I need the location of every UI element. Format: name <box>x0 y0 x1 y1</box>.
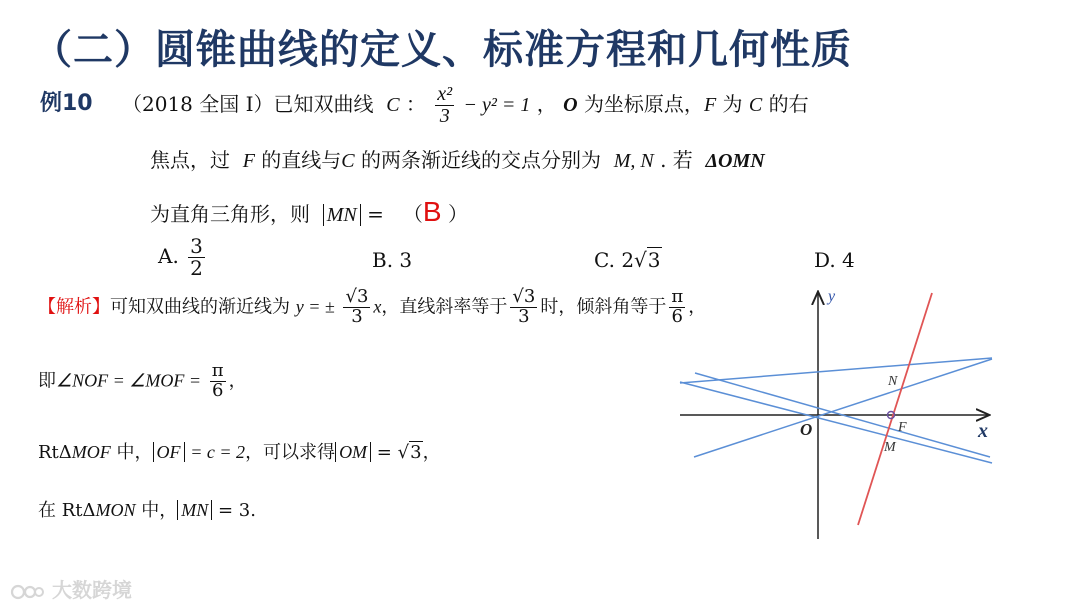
watermark <box>10 574 132 603</box>
curve-name: C <box>386 94 400 116</box>
option-a <box>158 236 208 279</box>
analysis-l1-num2: 3 <box>523 286 536 307</box>
line3-abs-mn: MN <box>323 204 361 226</box>
analysis-l1-pi-den: 6 <box>671 305 683 327</box>
line2-b: 的直线与 <box>261 148 342 172</box>
equation-denominator: 3 <box>439 105 450 127</box>
option-d <box>814 248 855 272</box>
analysis-l3-tri: MOF <box>71 442 111 462</box>
option-d-label: D. <box>814 248 836 272</box>
analysis-line-4 <box>38 496 256 522</box>
analysis-l2-end: ， <box>228 370 247 392</box>
option-b-value: 3 <box>399 248 413 272</box>
diagram-label-o: O <box>800 420 813 439</box>
problem-line-1: （2018 全国 I）已知双曲线 C ： $\frac{\text{x²}}{3}$ − y² = 1 ， O 为坐标原点，F 为 C 的右 <box>122 83 809 127</box>
option-a-fraction <box>188 236 205 279</box>
line3-a: 为直角三角形，则 <box>150 202 310 226</box>
analysis-l3-om: OM <box>335 442 371 462</box>
line-through-focus <box>858 293 932 525</box>
analysis-l2-a: 即 <box>38 370 56 392</box>
analysis-l1-frac-num: √3 <box>345 286 369 307</box>
problem-source: （2018 全国 I） <box>122 92 274 116</box>
answer-mark: B <box>422 196 442 227</box>
analysis-l2-expr: ∠NOF = ∠MOF = <box>56 370 202 391</box>
asymptote-through-origin-a <box>680 382 992 463</box>
diagram-label-x: x <box>978 420 988 442</box>
analysis-l2-den: 6 <box>211 379 224 401</box>
line3-eq: = <box>367 202 384 226</box>
line2-c: 的两条渐近线的交点分别为 <box>361 148 601 172</box>
analysis-l3-eq: = <box>376 442 392 463</box>
option-b-label: B. <box>372 248 394 272</box>
analysis-l3-d: ，可以求得 <box>245 442 336 463</box>
equation-rest: − y² = 1 <box>463 94 531 116</box>
problem-intro: 已知双曲线 <box>273 92 374 116</box>
analysis-l2-pi: π <box>211 360 224 381</box>
analysis-l3-c: = c = 2 <box>190 442 246 462</box>
analysis-l1-b: ，直线斜率等于 <box>381 296 508 318</box>
equation-numerator: x² <box>437 83 453 105</box>
brand-logo-icon <box>10 582 44 602</box>
analysis-l1-end: ， <box>688 296 707 318</box>
analysis-l3-rad: 3 <box>410 442 422 463</box>
hyperbola-diagram <box>670 285 1010 545</box>
analysis-l4-c: = 3. <box>217 500 256 521</box>
analysis-l2-frac <box>210 362 226 401</box>
example-label: 例10 <box>40 91 93 116</box>
focus-curve: C <box>748 94 763 116</box>
problem-line-2 <box>150 144 765 173</box>
analysis-l3-of: OF <box>153 442 185 462</box>
option-a-den: 2 <box>190 256 203 280</box>
analysis-line-2 <box>38 362 247 401</box>
analysis-l1-y: y = ± <box>295 296 335 317</box>
option-a-label: A. <box>158 244 179 268</box>
analysis-l1-den: 3 <box>351 305 363 327</box>
option-c-radicand: 3 <box>647 248 661 272</box>
focus-var: F <box>703 94 717 116</box>
analysis-l3-a: RtΔ <box>38 442 72 463</box>
analysis-l1-x: x <box>373 296 382 317</box>
origin-text: 为坐标原点， <box>583 92 704 116</box>
option-c <box>594 248 662 272</box>
origin-var: O <box>563 94 578 116</box>
analysis-line-1 <box>38 288 706 327</box>
analysis-l1-frac <box>343 288 370 327</box>
diagram-label-m: M <box>884 440 896 455</box>
analysis-tag: 【解析】 <box>38 296 110 318</box>
analysis-l1-c: 时，倾斜角等于 <box>540 296 667 318</box>
option-a-num: 3 <box>190 234 203 258</box>
analysis-l4-a: 在 RtΔ <box>38 500 96 521</box>
equation-fraction <box>435 84 454 127</box>
analysis-line-3 <box>38 438 441 464</box>
analysis-l1-frac2-num: √3 <box>512 286 536 307</box>
option-c-sqrt: √3 <box>634 248 661 272</box>
analysis-l4-mn: MN <box>177 500 212 520</box>
focus-text: 为 <box>722 92 743 116</box>
analysis-l3-b: 中， <box>116 442 153 463</box>
option-b <box>372 248 412 272</box>
watermark-text: 大数跨境 <box>52 578 132 602</box>
line2-d: . 若 <box>660 148 693 172</box>
diagram-label-n: N <box>888 374 898 389</box>
diagram-label-f: F <box>898 420 907 435</box>
analysis-l1-den2: 3 <box>518 305 530 327</box>
line2-mn: M, N <box>613 150 654 172</box>
analysis-l1-frac2 <box>510 288 537 327</box>
analysis-l4-b: 中， <box>141 500 178 521</box>
line2-curve: C <box>341 150 355 172</box>
analysis-l3-end: ， <box>422 442 441 463</box>
analysis-l1-num: 3 <box>356 286 369 307</box>
asymptote-upper <box>680 358 992 383</box>
line2-a: 焦点，过 <box>150 148 230 172</box>
problem-line-3: 为直角三角形，则 MN = （B ） <box>150 196 468 227</box>
option-d-value: 4 <box>842 248 855 272</box>
line2-f: F <box>242 150 255 172</box>
slide-title: （二）圆锥曲线的定义、标准方程和几何性质 <box>32 27 852 73</box>
analysis-l3-sqrt: √3 <box>397 442 422 463</box>
analysis-l1-pi: π <box>671 286 684 307</box>
asymptote-through-origin-b <box>694 359 992 457</box>
option-c-label: C. <box>594 248 615 272</box>
analysis-l4-tri: MON <box>95 500 136 520</box>
option-c-coef: 2 <box>621 248 635 272</box>
diagram-label-y: y <box>828 288 836 305</box>
analysis-l1-a: 可知双曲线的渐近线为 <box>110 296 290 318</box>
focus-tail: 的右 <box>768 92 809 116</box>
line2-triangle: ΔOMN <box>705 150 765 172</box>
